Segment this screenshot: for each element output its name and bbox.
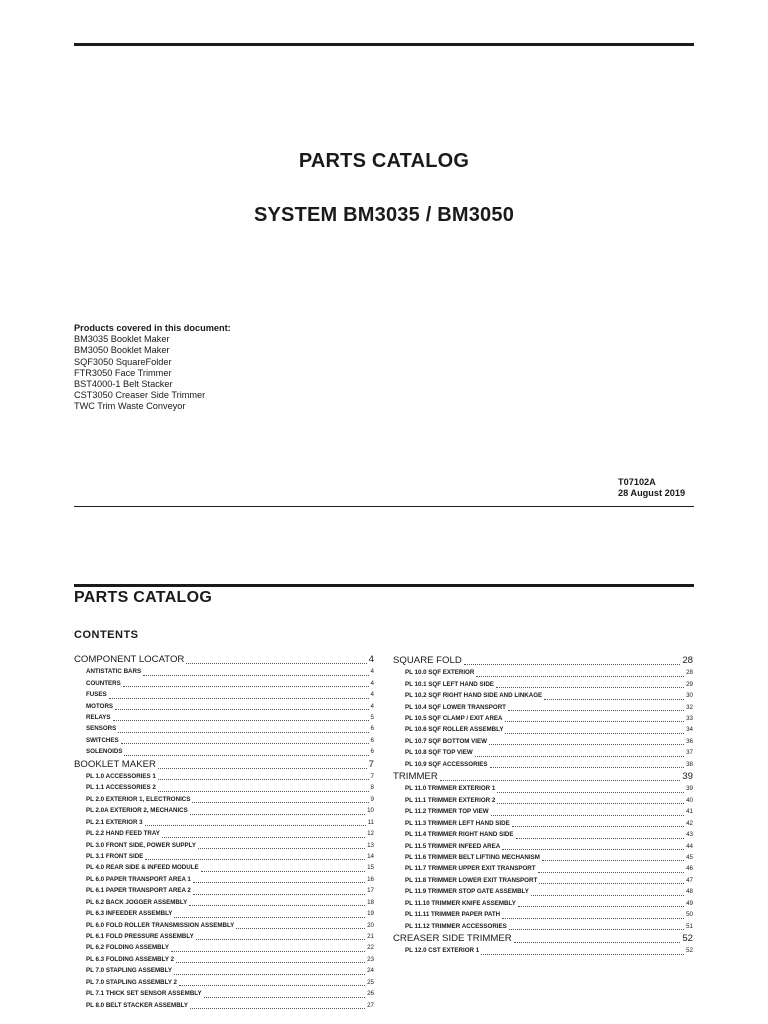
toc-entry-page: 48 — [686, 888, 693, 896]
toc-right-column — [393, 654, 693, 957]
toc-dot-leader — [496, 687, 684, 688]
toc-dot-leader — [516, 838, 685, 839]
toc-entry-page: 13 — [367, 841, 374, 849]
toc-dot-leader — [512, 826, 684, 827]
toc-entry-title: PL 11.5 TRIMMER INFEED AREA — [405, 842, 501, 850]
cover-title: PARTS CATALOG — [298, 150, 470, 172]
toc-entry-page: 24 — [367, 967, 374, 975]
toc-entry-title: PL 11.6 TRIMMER BELT LIFTING MECHANISM — [405, 853, 540, 861]
toc-entry[interactable] — [393, 921, 693, 932]
toc-entry-title: PL 11.0 TRIMMER EXTERIOR 1 — [405, 785, 496, 793]
toc-dot-leader — [158, 791, 369, 792]
toc-entry-page: 49 — [686, 899, 693, 907]
toc-entry-page: 37 — [686, 749, 693, 757]
toc-entry[interactable] — [74, 1000, 374, 1011]
toc-entry-title: FUSES — [86, 691, 107, 699]
toc-dot-leader — [490, 767, 685, 768]
toc-dot-leader — [174, 917, 365, 918]
toc-entry-page: 12 — [367, 830, 374, 838]
toc-entry-page: 52 — [686, 947, 693, 955]
toc-dot-leader — [145, 825, 366, 826]
toc-dot-leader — [109, 698, 369, 699]
toc-entry[interactable] — [393, 783, 693, 794]
toc-entry[interactable] — [74, 746, 374, 757]
toc-dot-leader — [497, 792, 684, 793]
toc-entry-title: PL 8.0 BELT STACKER ASSEMBLY — [86, 1001, 188, 1009]
toc-entry-title: PL 11.11 TRIMMER PAPER PATH — [405, 911, 501, 919]
toc-entry-title: PL 10.6 SQF ROLLER ASSEMBLY — [405, 726, 504, 734]
toc-entry[interactable] — [393, 898, 693, 909]
toc-dot-leader — [518, 906, 684, 907]
contents-heading: CONTENTS — [74, 629, 139, 641]
toc-dot-leader — [491, 815, 685, 816]
toc-entry-page: 43 — [686, 831, 693, 839]
toc-entry-title: COMPONENT LOCATOR — [74, 654, 185, 665]
toc-entry-title: COUNTERS — [86, 679, 121, 687]
toc-entry-title: PL 10.1 SQF LEFT HAND SIDE — [405, 680, 494, 688]
toc-entry-title: PL 11.7 TRIMMER UPPER EXIT TRANSPORT — [405, 865, 536, 873]
toc-entry-title: PL 12.0 CST EXTERIOR 1 — [405, 947, 480, 955]
document-number: T07102A — [618, 477, 656, 487]
toc-entry[interactable] — [74, 723, 374, 734]
toc-entry-page: 47 — [686, 876, 693, 884]
cover-subtitle: SYSTEM BM3035 / BM3050 — [253, 204, 515, 226]
toc-entry-page: 4 — [370, 702, 374, 710]
toc-dot-leader — [113, 720, 369, 721]
toc-dot-leader — [508, 710, 684, 711]
toc-entry[interactable] — [393, 747, 693, 758]
toc-dot-leader — [476, 676, 684, 677]
product-item: BM3050 Booklet Maker — [74, 345, 170, 356]
toc-section-entry[interactable] — [393, 933, 693, 945]
toc-entry-page: 14 — [367, 852, 374, 860]
toc-entry[interactable] — [393, 679, 693, 690]
toc-entry-title: TRIMMER — [393, 771, 438, 783]
toc-entry-title: PL 10.7 SQF BOTTOM VIEW — [405, 737, 487, 745]
toc-entry-page: 39 — [682, 771, 693, 783]
toc-entry-page: 25 — [367, 978, 374, 986]
toc-entry-page: 19 — [367, 910, 374, 918]
toc-entry-title: PL 11.12 TRIMMER ACCESSORIES — [405, 922, 507, 930]
toc-dot-leader — [502, 849, 684, 850]
toc-entry-page: 6 — [370, 736, 374, 744]
toc-entry-page: 29 — [686, 680, 693, 688]
toc-entry-title: PL 2.2 HAND FEED TRAY — [86, 830, 160, 838]
toc-dot-leader — [538, 872, 685, 873]
toc-entry-page: 38 — [686, 760, 693, 768]
top-rule — [74, 43, 694, 46]
toc-entry-title: BOOKLET MAKER — [74, 758, 156, 770]
toc-entry-title: PL 11.9 TRIMMER STOP GATE ASSEMBLY — [405, 888, 529, 896]
toc-entry-page: 50 — [686, 911, 693, 919]
document-meta — [618, 477, 685, 499]
toc-section-entry[interactable] — [393, 655, 693, 667]
toc-entry[interactable] — [74, 712, 374, 723]
toc-entry-page: 36 — [686, 737, 693, 745]
products-label: Products covered in this document: — [74, 323, 231, 333]
toc-dot-leader — [158, 779, 369, 780]
toc-dot-leader — [505, 721, 685, 722]
toc-entry-page: 21 — [367, 933, 374, 940]
toc-entry-title: MOTORS — [86, 702, 114, 710]
toc-entry-page: 42 — [686, 819, 693, 827]
toc-entry[interactable] — [393, 852, 693, 863]
toc-entry[interactable] — [393, 667, 693, 678]
toc-entry-title: PL 10.0 SQF EXTERIOR — [405, 669, 475, 677]
toc-entry[interactable] — [74, 678, 374, 689]
toc-entry[interactable] — [74, 908, 374, 919]
toc-entry-title: RELAYS — [86, 713, 111, 721]
toc-dot-leader — [544, 699, 684, 700]
toc-entry-title: PL 11.8 TRIMMER LOWER EXIT TRANSPORT — [405, 876, 538, 884]
toc-entry-title: SWITCHES — [86, 736, 119, 744]
toc-entry-title: SOLENOIDS — [86, 748, 123, 756]
toc-entry[interactable] — [74, 897, 374, 908]
toc-dot-leader — [179, 985, 365, 986]
toc-entry-page: 33 — [686, 714, 693, 722]
toc-entry-page: 46 — [686, 865, 693, 873]
toc-entry-page: 44 — [686, 842, 693, 850]
toc-entry[interactable] — [74, 885, 374, 896]
toc-entry[interactable] — [393, 863, 693, 874]
toc-entry-title: PL 10.2 SQF RIGHT HAND SIDE AND LINKAGE — [405, 692, 543, 700]
toc-entry-page: 39 — [686, 785, 693, 793]
product-item: FTR3050 Face Trimmer — [74, 367, 172, 378]
toc-entry-page: 4 — [368, 654, 374, 665]
toc-entry-title: PL 6.3 FOLDING ASSEMBLY 2 — [86, 955, 175, 963]
toc-entry-page: 10 — [367, 807, 374, 815]
toc-entry-page: 4 — [370, 691, 374, 699]
toc-entry[interactable] — [74, 666, 374, 677]
toc-entry[interactable] — [393, 829, 693, 840]
toc-entry-title: PL 11.2 TRIMMER TOP VIEW — [405, 808, 489, 816]
toc-entry[interactable] — [393, 713, 693, 724]
toc-dot-leader — [204, 997, 365, 998]
toc-dot-leader — [497, 803, 684, 804]
toc-entry-page: 9 — [370, 795, 374, 803]
toc-entry-title: PL 6.0 FOLD ROLLER TRANSMISSION ASSEMBLY — [86, 921, 235, 929]
product-item: TWC Trim Waste Conveyor — [74, 401, 186, 412]
toc-entry-title: PL 2.0A EXTERIOR 2, MECHANICS — [86, 807, 188, 815]
toc-dot-leader — [440, 780, 681, 781]
toc-dot-leader — [464, 664, 681, 665]
toc-entry[interactable] — [393, 818, 693, 829]
toc-entry-page: 23 — [367, 955, 374, 963]
toc-section-entry[interactable] — [74, 759, 374, 771]
toc-dot-leader — [189, 905, 365, 906]
toc-entry-page: 17 — [367, 887, 374, 895]
toc-entry-page: 7 — [368, 758, 374, 770]
toc-dot-leader — [118, 732, 368, 733]
toc-entry-title: PL 10.8 SQF TOP VIEW — [405, 749, 473, 757]
toc-dot-leader — [123, 686, 369, 687]
document-date: 28 August 2019 — [618, 488, 686, 498]
toc-entry-page: 6 — [370, 725, 374, 733]
toc-dot-leader — [481, 954, 684, 955]
toc-entry-title: CREASER SIDE TRIMMER — [393, 933, 512, 944]
toc-dot-leader — [502, 918, 684, 919]
toc-entry[interactable] — [393, 759, 693, 770]
toc-dot-leader — [143, 675, 368, 676]
toc-entry-title: PL 6.1 FOLD PRESSURE ASSEMBLY — [86, 933, 194, 940]
toc-entry-title: PL 10.5 SQF CLAMP / EXIT AREA — [405, 714, 503, 722]
toc-entry[interactable] — [74, 874, 374, 885]
toc-entry-title: PL 1.1 ACCESSORIES 2 — [86, 784, 156, 792]
toc-entry-title: PL 7.0 STAPLING ASSEMBLY 2 — [86, 978, 178, 986]
toc-entry-page: 11 — [367, 818, 374, 826]
toc-dot-leader — [162, 837, 365, 838]
toc-entry-title: ANTISTATIC BARS — [86, 668, 142, 676]
products-block — [74, 323, 231, 413]
toc-entry[interactable] — [74, 988, 374, 999]
toc-entry[interactable] — [74, 689, 374, 700]
contents-page-title: PARTS CATALOG — [74, 589, 213, 606]
toc-entry-title: PL 6.3 INFEEDER ASSEMBLY — [86, 910, 173, 918]
toc-entry[interactable] — [74, 862, 374, 873]
toc-entry-page: 18 — [367, 898, 374, 906]
toc-dot-leader — [196, 939, 365, 940]
product-item: BM3035 Booklet Maker — [74, 334, 170, 345]
toc-entry[interactable] — [74, 977, 374, 988]
toc-entry-page: 4 — [370, 679, 374, 687]
toc-entry[interactable] — [74, 771, 374, 782]
toc-entry[interactable] — [74, 805, 374, 816]
toc-entry-title: PL 7.0 STAPLING ASSEMBLY — [86, 967, 172, 975]
toc-entry-title: SQUARE FOLD — [393, 655, 462, 666]
toc-entry-title: PL 11.4 TRIMMER RIGHT HAND SIDE — [405, 831, 514, 839]
toc-dot-leader — [193, 894, 365, 895]
toc-dot-leader — [176, 962, 365, 963]
contents-top-rule — [74, 584, 694, 587]
toc-dot-leader — [145, 859, 365, 860]
toc-entry-title: PL 3.0 FRONT SIDE, POWER SUPPLY — [86, 841, 197, 849]
product-item: BST4000-1 Belt Stacker — [74, 379, 173, 390]
toc-dot-leader — [186, 663, 366, 664]
toc-dot-leader — [489, 744, 684, 745]
toc-entry-title: PL 11.1 TRIMMER EXTERIOR 2 — [405, 796, 496, 804]
toc-entry-title: PL 2.1 EXTERIOR 3 — [86, 818, 143, 826]
toc-entry-page: 52 — [682, 933, 693, 944]
toc-dot-leader — [236, 928, 365, 929]
toc-dot-leader — [192, 802, 368, 803]
toc-entry[interactable] — [393, 841, 693, 852]
toc-entry[interactable] — [74, 851, 374, 862]
toc-entry[interactable] — [393, 702, 693, 713]
toc-dot-leader — [190, 1008, 365, 1009]
toc-dot-leader — [514, 942, 681, 943]
product-item: CST3050 Creaser Side Trimmer — [74, 390, 206, 401]
toc-entry-page: 41 — [686, 808, 693, 816]
toc-dot-leader — [193, 882, 365, 883]
toc-dot-leader — [542, 860, 684, 861]
toc-entry-page: 40 — [686, 796, 693, 804]
toc-dot-leader — [171, 951, 365, 952]
toc-entry[interactable] — [74, 782, 374, 793]
toc-dot-leader — [198, 848, 365, 849]
toc-entry-title: PL 10.4 SQF LOWER TRANSPORT — [405, 703, 506, 711]
toc-entry-page: 22 — [367, 944, 374, 952]
toc-entry[interactable] — [74, 931, 374, 942]
toc-entry-title: PL 6.0 PAPER TRANSPORT AREA 1 — [86, 875, 191, 883]
toc-entry[interactable] — [74, 920, 374, 931]
toc-entry-title: PL 3.1 FRONT SIDE — [86, 852, 144, 860]
toc-entry-page: 45 — [686, 853, 693, 861]
toc-dot-leader — [475, 756, 684, 757]
toc-dot-leader — [531, 895, 684, 896]
toc-entry[interactable] — [393, 795, 693, 806]
toc-entry-title: PL 2.0 EXTERIOR 1, ELECTRONICS — [86, 795, 191, 803]
toc-entry[interactable] — [393, 909, 693, 920]
toc-entry-page: 30 — [686, 692, 693, 700]
toc-entry-page: 15 — [367, 864, 374, 872]
toc-entry-page: 26 — [367, 990, 374, 998]
toc-dot-leader — [505, 733, 684, 734]
toc-dot-leader — [190, 814, 365, 815]
toc-entry[interactable] — [74, 840, 374, 851]
toc-dot-leader — [539, 883, 684, 884]
toc-entry-page: 20 — [367, 921, 374, 929]
cover-bottom-rule — [74, 506, 694, 507]
toc-entry[interactable] — [74, 954, 374, 965]
toc-entry[interactable] — [74, 794, 374, 805]
toc-dot-leader — [509, 929, 684, 930]
toc-dot-leader — [174, 974, 365, 975]
toc-entry[interactable] — [74, 701, 374, 712]
toc-entry-page: 6 — [370, 748, 374, 756]
toc-entry[interactable] — [74, 735, 374, 746]
toc-entry-title: PL 11.10 TRIMMER KNIFE ASSEMBLY — [405, 899, 516, 907]
toc-entry[interactable] — [393, 736, 693, 747]
toc-entry[interactable] — [393, 886, 693, 897]
toc-entry[interactable] — [74, 828, 374, 839]
toc-entry-page: 28 — [682, 655, 693, 666]
toc-entry-page: 4 — [370, 668, 374, 676]
toc-entry-page: 5 — [370, 713, 374, 721]
toc-entry[interactable] — [74, 965, 374, 976]
toc-entry-title: PL 11.3 TRIMMER LEFT HAND SIDE — [405, 819, 510, 827]
toc-dot-leader — [121, 743, 369, 744]
toc-entry-title: SENSORS — [86, 725, 117, 733]
toc-section-entry[interactable] — [393, 771, 693, 783]
toc-dot-leader — [124, 755, 368, 756]
toc-entry[interactable] — [393, 806, 693, 817]
toc-entry-title: PL 6.2 BACK JOGGER ASSEMBLY — [86, 898, 188, 906]
toc-entry-page: 8 — [370, 784, 374, 792]
toc-entry-page: 28 — [686, 669, 693, 677]
toc-entry-title: PL 7.1 THICK SET SENSOR ASSEMBLY — [86, 990, 202, 998]
toc-entry-page: 51 — [686, 922, 693, 930]
toc-entry[interactable] — [393, 945, 693, 956]
toc-section-entry[interactable] — [74, 654, 374, 666]
toc-entry-page: 16 — [367, 875, 374, 883]
product-item: SQF3050 SquareFolder — [74, 356, 172, 367]
toc-entry-title: PL 4.0 REAR SIDE & INFEED MODULE — [86, 864, 199, 872]
toc-entry[interactable] — [393, 724, 693, 735]
toc-entry-page: 7 — [370, 772, 374, 780]
toc-entry-page: 27 — [367, 1001, 374, 1009]
toc-entry-title: PL 10.9 SQF ACCESSORIES — [405, 760, 488, 768]
toc-entry[interactable] — [74, 942, 374, 953]
toc-entry-page: 32 — [686, 703, 693, 711]
toc-entry[interactable] — [393, 875, 693, 886]
toc-dot-leader — [115, 709, 369, 710]
toc-entry-title: PL 6.1 PAPER TRANSPORT AREA 2 — [86, 887, 191, 895]
toc-entry-page: 34 — [686, 726, 693, 734]
toc-entry-title: PL 6.2 FOLDING ASSEMBLY — [86, 944, 169, 952]
toc-entry[interactable] — [74, 817, 374, 828]
toc-left-column — [74, 653, 374, 1011]
toc-dot-leader — [158, 768, 367, 769]
toc-dot-leader — [201, 871, 365, 872]
toc-entry-title: PL 1.0 ACCESSORIES 1 — [86, 772, 156, 780]
toc-entry[interactable] — [393, 690, 693, 701]
